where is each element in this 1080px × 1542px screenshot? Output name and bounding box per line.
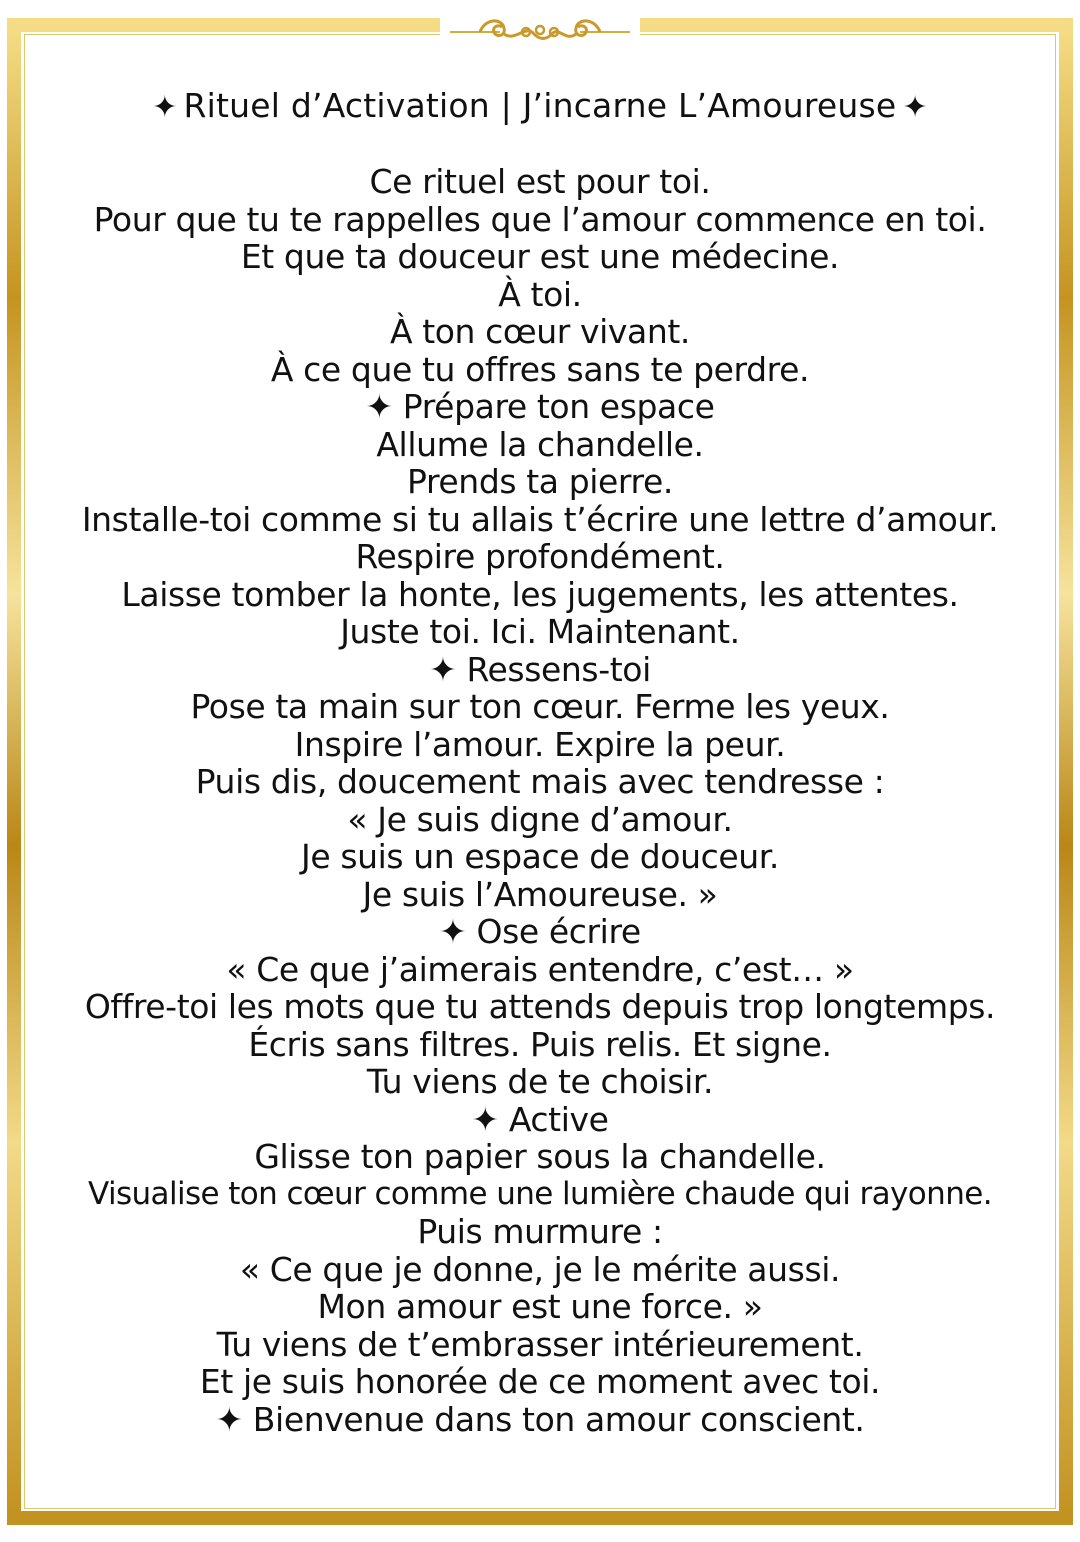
text-line: Pour que tu te rappelles que l’amour commence en toi. [93, 199, 987, 239]
text-line: Respire profondément. [355, 537, 725, 576]
section-heading-ecrire: ✦ Ose écrire [439, 912, 641, 951]
text-line: À ce que tu offres sans te perdre. [270, 349, 810, 389]
text-line: Puis murmure : [417, 1212, 663, 1251]
ritual-text [10, 163, 1070, 1438]
closing-line: ✦ Bienvenue dans ton amour conscient. [215, 1399, 865, 1439]
gold-scroll-ornament-icon [440, 10, 640, 50]
text-line: Écris sans filtres. Puis relis. Et signe. [248, 1024, 832, 1064]
title-text: Rituel d’Activation | J’incarne L’Amoureuse [183, 86, 897, 125]
text-line: Je suis l’Amoureuse. » [362, 874, 718, 914]
text-line: À ton cœur vivant. [389, 312, 691, 351]
text-line: Glisse ton papier sous la chandelle. [254, 1137, 826, 1176]
text-line: Mon amour est une force. » [317, 1287, 763, 1326]
text-line: À toi. [498, 274, 582, 314]
text-line: Laisse tomber la honte, les jugements, les attentes. [121, 574, 959, 614]
section-heading-prepare: ✦ Prépare ton espace [365, 387, 715, 426]
star-icon: ✦ [902, 90, 928, 125]
text-line: Ce rituel est pour toi. [369, 162, 711, 201]
page-title [24, 86, 1056, 125]
text-line: Tu viens de te choisir. [366, 1062, 714, 1101]
text-line: « Ce que j’aimerais entendre, c’est… » [226, 949, 854, 989]
text-line: « Ce que je donne, je le mérite aussi. [239, 1249, 841, 1289]
text-line: Tu viens de t’embrasser intérieurement. [216, 1324, 864, 1364]
text-line: Juste toi. Ici. Maintenant. [340, 612, 740, 651]
text-line: Et que ta douceur est une médecine. [240, 237, 840, 276]
text-line: Pose ta main sur ton cœur. Ferme les yeux. [190, 687, 890, 726]
section-heading-active: ✦ Active [471, 1099, 609, 1139]
text-line: Et je suis honorée de ce moment avec toi. [199, 1362, 881, 1401]
text-line: Offre-toi les mots que tu attends depuis trop longtemps. [84, 987, 996, 1026]
section-heading-ressens: ✦ Ressens-toi [429, 649, 651, 689]
text-line: Visualise ton cœur comme une lumière chaude qui rayonne. [88, 1175, 992, 1212]
text-line: « Je suis digne d’amour. [347, 799, 733, 839]
text-line: Allume la chandelle. [376, 424, 704, 464]
star-icon: ✦ [152, 90, 178, 125]
text-line: Inspire l’amour. Expire la peur. [294, 724, 786, 764]
text-line: Je suis un espace de douceur. [301, 837, 779, 876]
text-line: Prends ta pierre. [407, 462, 673, 501]
text-line: Installe-toi comme si tu allais t’écrire une lettre d’amour. [81, 499, 999, 539]
text-line: Puis dis, doucement mais avec tendresse : [195, 762, 885, 801]
